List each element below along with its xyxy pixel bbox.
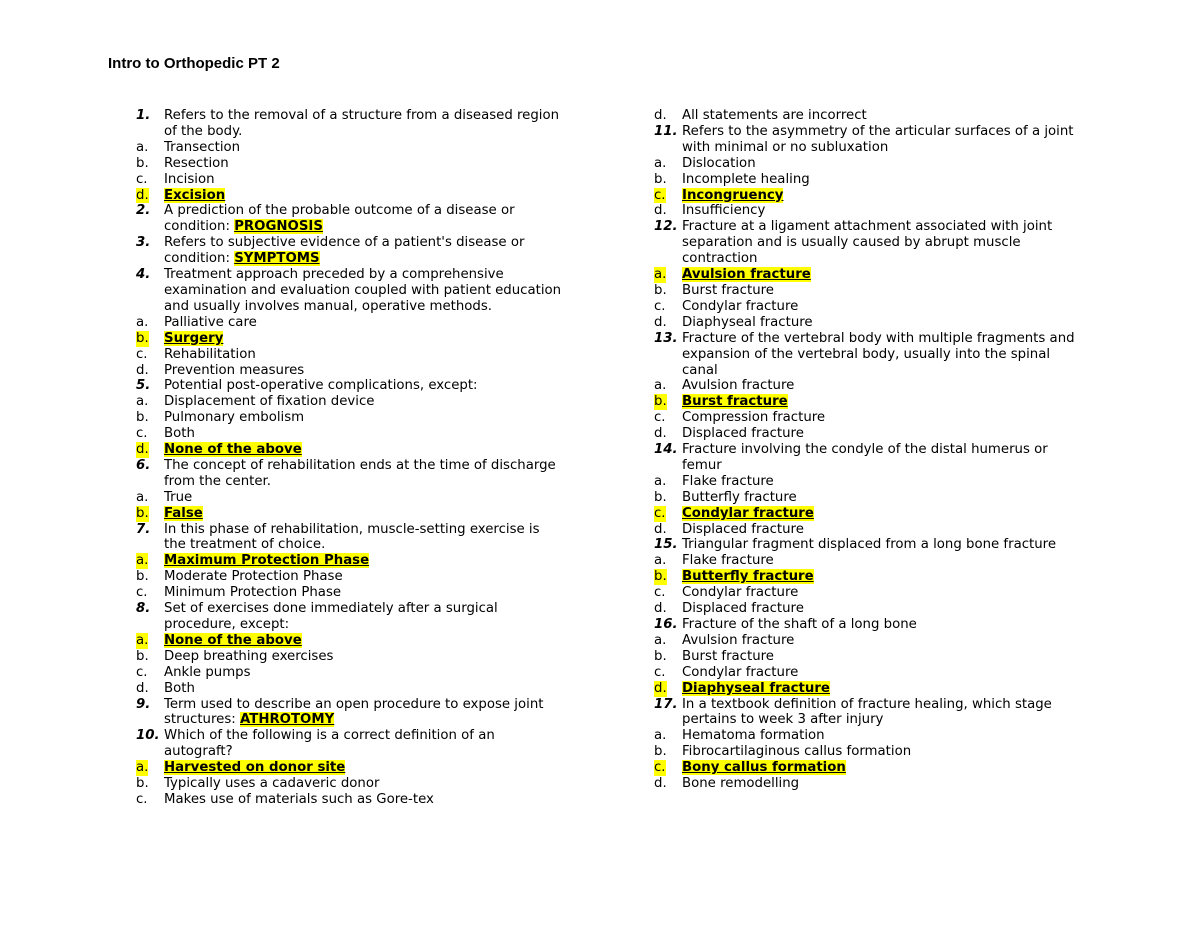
- item-text: Fibrocartilaginous callus formation: [682, 744, 912, 760]
- option-line: [136, 665, 586, 681]
- item-marker: b.: [654, 282, 667, 298]
- item-marker: a.: [654, 553, 667, 569]
- option-line: [654, 378, 1104, 394]
- item-marker: 16.: [654, 617, 678, 632]
- item-text: Condylar fracture: [682, 298, 799, 314]
- correct-answer-text: Burst fracture: [682, 394, 788, 410]
- item-marker: c.: [136, 426, 148, 442]
- correct-answer-text: Surgery: [164, 330, 224, 346]
- correct-answer-text: Butterfly fracture: [682, 569, 814, 585]
- option-line: [136, 394, 586, 410]
- item-text: condition:: [164, 219, 235, 235]
- item-text: Hematoma formation: [682, 728, 825, 744]
- item-text: Makes use of materials such as Gore-tex: [164, 791, 434, 807]
- item-text: Burst fracture: [682, 648, 774, 664]
- item-marker: b.: [654, 569, 667, 585]
- item-text: Insufficiency: [682, 203, 766, 219]
- item-text: Flake fracture: [682, 553, 774, 569]
- fill-in-answer: ATHROTOMY: [239, 712, 335, 728]
- answer-option: [136, 553, 586, 569]
- item-text: contraction: [682, 251, 758, 267]
- option-line: [654, 490, 1104, 506]
- item-text: from the center.: [164, 473, 272, 489]
- question-continuation: [136, 299, 586, 315]
- item-text: Fracture of the shaft of a long bone: [682, 617, 917, 632]
- item-text: Diaphyseal fracture: [682, 314, 813, 330]
- item-text: condition:: [164, 251, 235, 267]
- item-marker: 9.: [136, 696, 151, 712]
- item-marker: d.: [654, 521, 667, 537]
- question-line: [136, 458, 586, 474]
- correct-answer-text: Diaphyseal fracture: [682, 680, 830, 696]
- item-marker: 2.: [136, 203, 151, 219]
- item-marker: 5.: [136, 378, 151, 394]
- question-line: [654, 442, 1104, 458]
- option-line: [136, 490, 586, 506]
- question-line: [136, 203, 586, 219]
- option-line: [654, 172, 1104, 188]
- item-text: Displacement of fixation device: [164, 394, 375, 410]
- option-line: [654, 156, 1104, 172]
- item-marker: b.: [654, 171, 667, 187]
- item-text: In a textbook definition of fracture healing, which stage: [682, 696, 1052, 712]
- item-marker: d.: [136, 442, 149, 458]
- question-continuation: [136, 617, 586, 633]
- item-marker: c.: [654, 585, 666, 601]
- option-line: [654, 744, 1104, 760]
- item-marker: a.: [136, 760, 149, 776]
- answer-option: [136, 506, 586, 522]
- item-marker: b.: [136, 505, 149, 521]
- item-text: Incision: [164, 171, 215, 187]
- fill-in-answer: PROGNOSIS: [234, 219, 323, 235]
- item-marker: 12.: [654, 219, 678, 235]
- item-text: Palliative care: [164, 314, 257, 330]
- question-continuation: [654, 140, 1104, 156]
- item-marker: 8.: [136, 601, 151, 617]
- item-text: Fracture of the vertebral body with multiple fragments and: [682, 330, 1075, 346]
- correct-answer-text: Avulsion fracture: [682, 267, 811, 283]
- item-text: Typically uses a cadaveric donor: [164, 776, 380, 792]
- question-line: [136, 267, 586, 283]
- item-marker: d.: [654, 601, 667, 617]
- item-marker: c.: [654, 187, 666, 203]
- item-marker: b.: [654, 489, 667, 505]
- option-line: [136, 410, 586, 426]
- item-marker: d.: [654, 314, 667, 330]
- item-text: Transection: [164, 139, 241, 155]
- item-text: All statements are incorrect: [682, 108, 867, 123]
- item-marker: a.: [654, 267, 667, 283]
- item-text: Burst fracture: [682, 282, 774, 298]
- item-text: femur: [682, 457, 722, 473]
- item-text: Both: [164, 680, 195, 696]
- item-marker: d.: [136, 680, 149, 696]
- question-continuation: [654, 458, 1104, 474]
- option-line: [136, 792, 586, 808]
- item-text: Avulsion fracture: [682, 632, 795, 648]
- option-line: [654, 728, 1104, 744]
- item-text: Condylar fracture: [682, 664, 799, 680]
- option-line: [654, 315, 1104, 331]
- question-line: [654, 124, 1104, 140]
- item-marker: a.: [654, 473, 667, 489]
- option-line: [136, 681, 586, 697]
- fill-in-answer: SYMPTOMS: [234, 251, 320, 267]
- option-line: [654, 283, 1104, 299]
- item-text: separation and is usually caused by abrupt muscle: [682, 235, 1021, 251]
- correct-answer-text: None of the above: [164, 442, 302, 458]
- item-text: Set of exercises done immediately after a surgical: [164, 601, 498, 617]
- correct-answer-text: Incongruency: [682, 187, 784, 203]
- item-text: True: [164, 489, 193, 505]
- option-line: [654, 633, 1104, 649]
- left-column: [136, 108, 586, 808]
- item-text: Displaced fracture: [682, 601, 804, 617]
- item-text: structures:: [164, 712, 240, 728]
- item-text: Refers to the asymmetry of the articular surfaces of a joint: [682, 123, 1074, 139]
- correct-answer-text: Bony callus formation: [682, 760, 846, 776]
- answer-option: [136, 633, 586, 649]
- item-marker: b.: [654, 648, 667, 664]
- question-line: [136, 601, 586, 617]
- item-marker: a.: [136, 489, 149, 505]
- item-marker: d.: [136, 187, 149, 203]
- item-text: Fracture at a ligament attachment associated with joint: [682, 219, 1053, 235]
- item-text: Both: [164, 426, 195, 442]
- correct-answer-text: False: [164, 505, 203, 521]
- question-continuation: [654, 251, 1104, 267]
- item-text: Avulsion fracture: [682, 378, 795, 394]
- question-line: [136, 697, 586, 713]
- question-line: [654, 331, 1104, 347]
- item-text: Minimum Protection Phase: [164, 585, 342, 601]
- item-marker: 7.: [136, 521, 151, 537]
- item-marker: 11.: [654, 123, 678, 139]
- item-marker: d.: [654, 426, 667, 442]
- item-marker: 15.: [654, 537, 678, 553]
- item-marker: 4.: [136, 267, 151, 283]
- item-marker: a.: [136, 314, 149, 330]
- option-line: [136, 156, 586, 172]
- option-line: [136, 776, 586, 792]
- question-line: [136, 108, 586, 124]
- correct-answer-text: Excision: [164, 187, 226, 203]
- item-marker: b.: [136, 569, 149, 585]
- option-line: [136, 347, 586, 363]
- item-text: In this phase of rehabilitation, muscle-setting exercise is: [164, 521, 540, 537]
- item-marker: 10.: [136, 728, 160, 744]
- option-line: [654, 203, 1104, 219]
- page-title: Intro to Orthopedic PT 2: [108, 55, 280, 72]
- item-text: Deep breathing exercises: [164, 648, 334, 664]
- item-text: Condylar fracture: [682, 585, 799, 601]
- item-text: A prediction of the probable outcome of a disease or: [164, 203, 515, 219]
- item-marker: c.: [654, 760, 666, 776]
- item-text: Displaced fracture: [682, 521, 804, 537]
- question-continuation: [136, 537, 586, 553]
- option-line: [654, 522, 1104, 538]
- item-marker: a.: [136, 632, 149, 648]
- question-line: [136, 522, 586, 538]
- option-line: [654, 649, 1104, 665]
- item-text: Ankle pumps: [164, 664, 251, 680]
- option-line: [136, 569, 586, 585]
- item-marker: c.: [136, 664, 148, 680]
- item-text: Which of the following is a correct definition of an: [164, 728, 495, 744]
- option-line: [654, 665, 1104, 681]
- option-line: [654, 776, 1104, 792]
- item-marker: a.: [654, 728, 667, 744]
- item-marker: b.: [136, 155, 149, 171]
- answer-option: [136, 442, 586, 458]
- question-line: [654, 219, 1104, 235]
- item-text: Term used to describe an open procedure to expose joint: [164, 696, 544, 712]
- item-marker: c.: [654, 505, 666, 521]
- question-line: [654, 617, 1104, 633]
- question-line: [136, 378, 586, 394]
- item-marker: d.: [654, 680, 667, 696]
- question-line: [654, 697, 1104, 713]
- answer-option: [654, 506, 1104, 522]
- answer-option: [136, 331, 586, 347]
- item-marker: a.: [136, 553, 149, 569]
- answer-option: [654, 681, 1104, 697]
- item-text: Displaced fracture: [682, 426, 804, 442]
- item-marker: a.: [654, 155, 667, 171]
- option-line: [654, 410, 1104, 426]
- item-text: procedure, except:: [164, 617, 290, 632]
- item-marker: c.: [654, 410, 666, 426]
- option-line: [136, 363, 586, 379]
- item-text: Resection: [164, 155, 229, 171]
- correct-answer-text: Harvested on donor site: [164, 760, 346, 776]
- option-line: [136, 315, 586, 331]
- option-line: [654, 553, 1104, 569]
- item-marker: 3.: [136, 235, 151, 251]
- item-text: Potential post-operative complications, except:: [164, 378, 478, 394]
- answer-option: [136, 188, 586, 204]
- answer-option: [136, 760, 586, 776]
- question-continuation: [136, 744, 586, 760]
- option-line: [654, 299, 1104, 315]
- item-marker: d.: [136, 362, 149, 378]
- question-line: [136, 728, 586, 744]
- item-text: Prevention measures: [164, 362, 305, 378]
- question-line: [654, 537, 1104, 553]
- question-continuation: [136, 251, 586, 267]
- item-text: The concept of rehabilitation ends at the time of discharge: [164, 457, 556, 473]
- item-marker: b.: [136, 410, 149, 426]
- option-line: [136, 140, 586, 156]
- item-marker: a.: [654, 378, 667, 394]
- answer-option: [654, 188, 1104, 204]
- item-marker: 6.: [136, 457, 151, 473]
- option-line: [654, 474, 1104, 490]
- item-marker: b.: [654, 394, 667, 410]
- item-text: Moderate Protection Phase: [164, 569, 343, 585]
- correct-answer-text: Condylar fracture: [682, 505, 814, 521]
- option-line: [136, 426, 586, 442]
- correct-answer-text: Maximum Protection Phase: [164, 553, 370, 569]
- item-text: Incomplete healing: [682, 171, 810, 187]
- item-text: pertains to week 3 after injury: [682, 712, 884, 728]
- item-text: of the body.: [164, 123, 243, 139]
- item-text: and usually involves manual, operative methods.: [164, 298, 492, 314]
- item-text: Pulmonary embolism: [164, 410, 305, 426]
- item-marker: b.: [136, 776, 149, 792]
- item-marker: c.: [136, 171, 148, 187]
- answer-option: [654, 394, 1104, 410]
- item-marker: d.: [654, 108, 667, 123]
- item-text: Refers to the removal of a structure from a diseased region: [164, 108, 560, 123]
- option-line: [654, 601, 1104, 617]
- item-marker: c.: [136, 791, 148, 807]
- correct-answer-text: None of the above: [164, 632, 302, 648]
- option-line: [654, 426, 1104, 442]
- item-text: examination and evaluation coupled with patient education: [164, 282, 562, 298]
- item-text: the treatment of choice.: [164, 537, 326, 553]
- right-column: [654, 108, 1104, 792]
- option-line: [654, 108, 1104, 124]
- item-text: Bone remodelling: [682, 776, 800, 792]
- item-text: with minimal or no subluxation: [682, 139, 889, 155]
- question-line: [136, 235, 586, 251]
- question-continuation: [654, 712, 1104, 728]
- option-line: [136, 172, 586, 188]
- item-marker: d.: [654, 203, 667, 219]
- item-marker: a.: [654, 632, 667, 648]
- item-marker: c.: [654, 298, 666, 314]
- item-marker: 14.: [654, 442, 678, 458]
- item-marker: d.: [654, 776, 667, 792]
- item-text: Rehabilitation: [164, 346, 256, 362]
- item-marker: 13.: [654, 330, 678, 346]
- item-text: Fracture involving the condyle of the distal humerus or: [682, 442, 1048, 458]
- item-text: Treatment approach preceded by a comprehensive: [164, 267, 504, 283]
- item-marker: a.: [136, 139, 149, 155]
- item-text: Triangular fragment displaced from a long bone fracture: [682, 537, 1057, 553]
- answer-option: [654, 569, 1104, 585]
- item-marker: b.: [136, 648, 149, 664]
- question-continuation: [136, 474, 586, 490]
- item-marker: a.: [136, 394, 149, 410]
- item-marker: b.: [654, 744, 667, 760]
- item-text: autograft?: [164, 744, 233, 760]
- item-text: Dislocation: [682, 155, 756, 171]
- item-text: Compression fracture: [682, 410, 826, 426]
- item-text: canal: [682, 362, 718, 378]
- item-text: Flake fracture: [682, 473, 774, 489]
- item-text: expansion of the vertebral body, usually into the spinal: [682, 346, 1051, 362]
- question-continuation: [136, 712, 586, 728]
- item-marker: c.: [654, 664, 666, 680]
- question-continuation: [654, 347, 1104, 363]
- question-continuation: [136, 219, 586, 235]
- item-marker: 17.: [654, 696, 678, 712]
- item-text: Butterfly fracture: [682, 489, 797, 505]
- question-continuation: [136, 124, 586, 140]
- item-marker: b.: [136, 330, 149, 346]
- item-marker: c.: [136, 346, 148, 362]
- option-line: [654, 585, 1104, 601]
- option-line: [136, 649, 586, 665]
- answer-option: [654, 760, 1104, 776]
- question-continuation: [654, 235, 1104, 251]
- answer-option: [654, 267, 1104, 283]
- item-text: Refers to subjective evidence of a patient's disease or: [164, 235, 525, 251]
- question-continuation: [136, 283, 586, 299]
- question-continuation: [654, 363, 1104, 379]
- item-marker: 1.: [136, 108, 151, 123]
- item-marker: c.: [136, 585, 148, 601]
- option-line: [136, 585, 586, 601]
